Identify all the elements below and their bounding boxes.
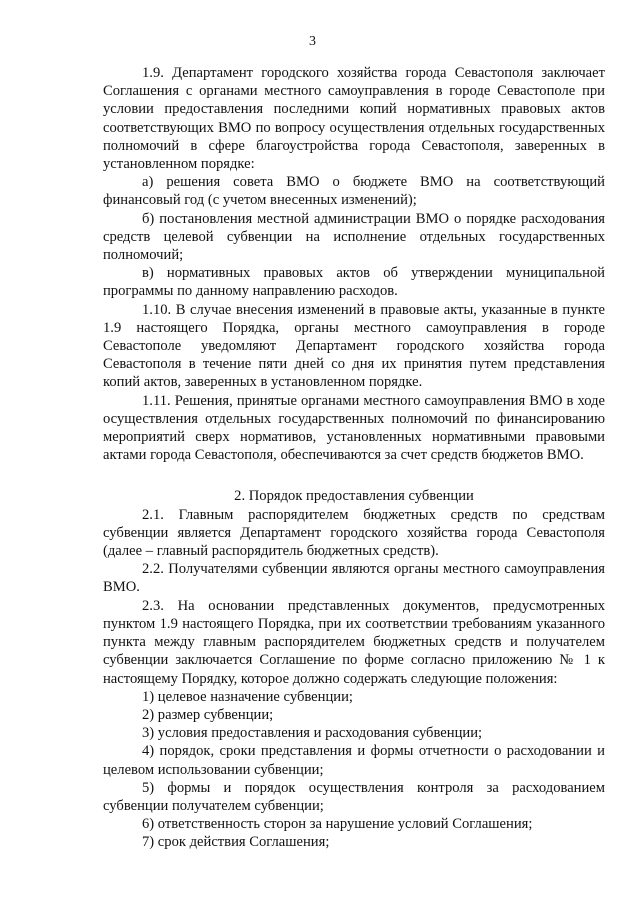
- paragraph-1-10: 1.10. В случае внесения изменений в правовые акты, указанные в пункте 1.9 настоящего Порядка, органы местного самоуправления в городе Севастополе уведомляют Департамент городского хозяйства города Севастополя в течение пяти дней со дня их принятия путем представления копий актов, заверенных в установленном порядке.: [103, 301, 605, 391]
- list-item-a: а) решения совета ВМО о бюджете ВМО на соответствующий финансовый год (с учетом внесенных изменений);: [103, 174, 605, 209]
- list-item-1: 1) целевое назначение субвенции;: [142, 688, 353, 705]
- list-item-c: в) нормативных правовых актов об утверждении муниципальной программы по данному направлению расходов.: [103, 265, 605, 300]
- page-number: 3: [309, 34, 316, 49]
- list-item-5: 5) формы и порядок осуществления контроля за расходованием субвенции получателем субвенции;: [103, 779, 605, 814]
- paragraph-2-3: 2.3. На основании представленных документов, предусмотренных пунктом 1.9 настоящего Порядка, при их соответствии требованиям указанного пункта между главным распорядителем бюджетных средств и получателем субвенции заключается Соглашение по форме согласно приложению № 1 к настоящему Порядку, которое должно содержать следующие положения:: [103, 597, 605, 687]
- list-item-6: 6) ответственность сторон за нарушение условий Соглашения;: [142, 816, 533, 833]
- paragraph-1-9: 1.9. Департамент городского хозяйства города Севастополя заключает Соглашения с органами местного самоуправления в городе Севастополе при условии предоставления последними копий нормативных правовых актов соответствующих ВМО по вопросу осуществления отдельных государственных полномочий в сфере благоустройства города Севастополя, заверенных в установленном порядке:: [103, 65, 605, 173]
- list-item-b: б) постановления местной администрации ВМО о порядке расходования средств целевой субвенции на исполнение отдельных государственных полномочий;: [103, 210, 605, 264]
- section-heading: 2. Порядок предоставления субвенции: [234, 488, 474, 505]
- list-item-7: 7) срок действия Соглашения;: [142, 834, 330, 851]
- paragraph-2-1: 2.1. Главным распорядителем бюджетных средств по средствам субвенции является Департамент городского хозяйства города Севастополя (далее – главный распорядитель бюджетных средств).: [103, 506, 605, 560]
- paragraph-1-11: 1.11. Решения, принятые органами местного самоуправления ВМО в ходе осуществления отдельных государственных полномочий по финансированию мероприятий сверх нормативов, установленных нормативными правовыми актами города Севастополя, обеспечиваются за счет средств бюджетов ВМО.: [103, 392, 605, 464]
- list-item-3: 3) условия предоставления и расходования субвенции;: [142, 725, 483, 742]
- list-item-2: 2) размер субвенции;: [142, 706, 274, 723]
- document-body: [103, 64, 605, 852]
- paragraph-2-2: 2.2. Получателями субвенции являются органы местного самоуправления ВМО.: [103, 561, 605, 596]
- list-item-4: 4) порядок, сроки представления и формы отчетности о расходовании и целевом использовании субвенции;: [103, 743, 605, 778]
